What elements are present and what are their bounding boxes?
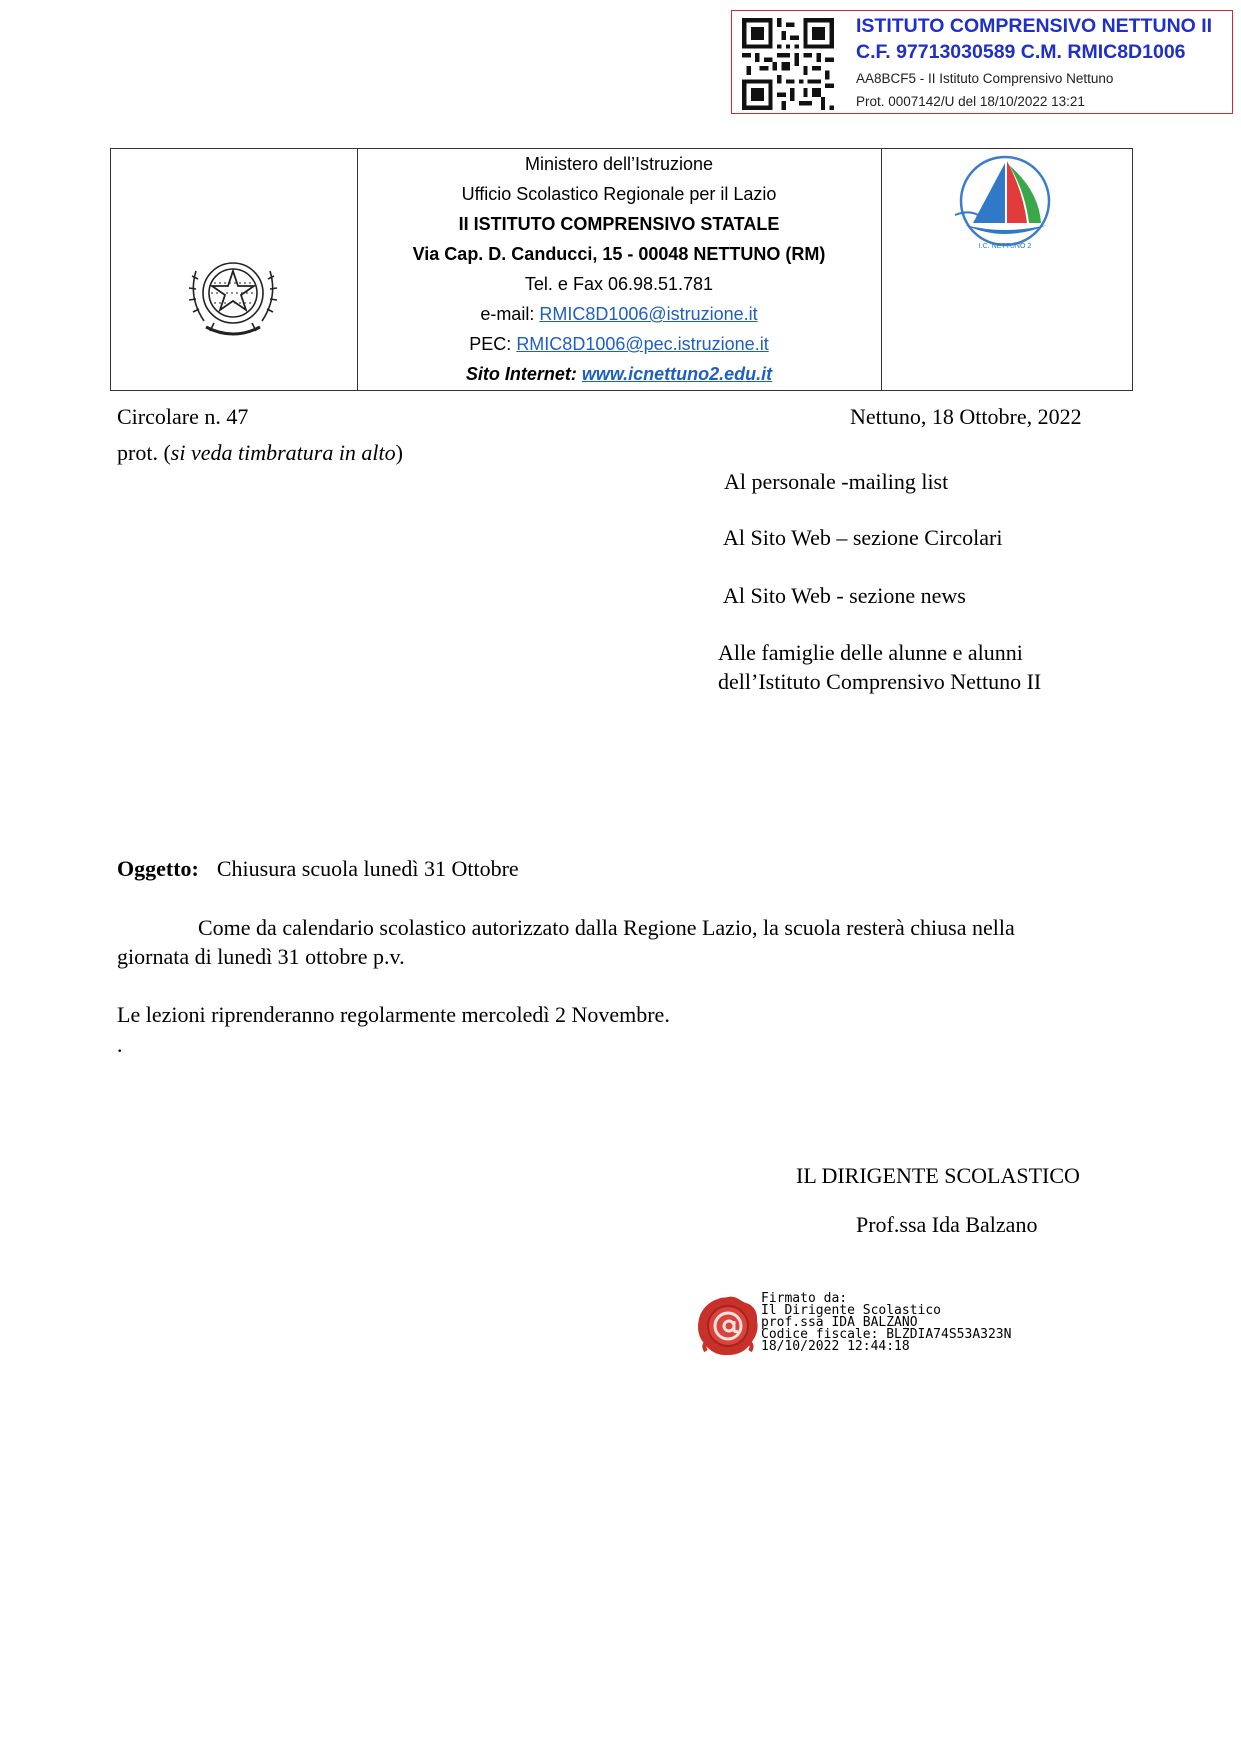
digital-signature-line: prof.ssa IDA BALZANO	[761, 1315, 918, 1330]
subject-label: Oggetto:	[117, 856, 199, 881]
digital-signature-seal-icon	[696, 1295, 760, 1357]
body-trailing-dot: .	[117, 1032, 123, 1057]
protocol-suffix: )	[395, 440, 403, 465]
ministry-name: Ministero dell’Istruzione	[524, 154, 714, 174]
pec-link[interactable]: RMIC8D1006@pec.istruzione.it	[516, 334, 769, 354]
circular-number: Circolare n. 47	[117, 404, 249, 429]
school-phone: Tel. e Fax 06.98.51.781	[524, 274, 714, 294]
digital-signature-line: Il Dirigente Scolastico	[761, 1303, 942, 1318]
qr-code-icon	[742, 18, 834, 110]
pec-label: PEC:	[469, 334, 517, 354]
digital-signature-line: 18/10/2022 12:44:18	[761, 1339, 910, 1354]
italian-republic-emblem-icon	[184, 249, 282, 341]
letterhead-table	[110, 148, 1133, 391]
stamp-aoo: AA8BCF5 - II Istituto Comprensivo Nettuno	[856, 71, 1114, 86]
email-line	[359, 299, 879, 329]
body-paragraph1-line2: giornata di lunedì 31 ottobre p.v.	[117, 944, 405, 969]
stamp-codes: C.F. 97713030589 C.M. RMIC8D1006	[856, 41, 1186, 63]
digital-signature-info	[761, 1293, 1011, 1353]
school-address: Via Cap. D. Canducci, 15 - 00048 NETTUNO (RM)	[412, 244, 826, 264]
digital-signature-line: Codice fiscale: BLZDIA74S53A323N	[761, 1327, 1012, 1342]
protocol-note: si veda timbratura in alto	[170, 440, 396, 465]
signature-name: Prof.ssa Ida Balzano	[856, 1212, 1038, 1237]
recipient-families-line1: Alle famiglie delle alunne e alunni	[718, 640, 1023, 665]
website-link[interactable]: www.icnettuno2.edu.it	[581, 364, 773, 384]
body-paragraph2: Le lezioni riprenderanno regolarmente mercoledì 2 Novembre.	[117, 1002, 670, 1027]
school-logo-icon	[951, 151, 1059, 259]
protocol-stamp	[731, 10, 1233, 114]
stamp-school-name: ISTITUTO COMPRENSIVO NETTUNO II	[856, 15, 1213, 37]
recipient-families-line2: dell’Istituto Comprensivo Nettuno II	[718, 669, 1042, 694]
email-label: e-mail:	[480, 304, 540, 324]
recipient-website-circulars: Al Sito Web – sezione Circolari	[723, 525, 1003, 550]
letterhead-text	[359, 149, 879, 389]
pec-line	[359, 329, 879, 359]
stamp-protocol-number: Prot. 0007142/U del 18/10/2022 13:21	[856, 94, 1085, 109]
website-line	[359, 359, 879, 389]
subject-line	[117, 856, 519, 882]
regional-office: Ufficio Scolastico Regionale per il Lazio	[461, 184, 777, 204]
place-and-date: Nettuno, 18 Ottobre, 2022	[850, 404, 1082, 429]
website-label: Sito Internet:	[465, 364, 582, 384]
digital-signature-line: Firmato da:	[761, 1291, 848, 1306]
logo-caption: I.C. NETTUNO 2	[978, 243, 1032, 250]
emblem-cell	[111, 149, 358, 390]
signature-title: IL DIRIGENTE SCOLASTICO	[796, 1163, 1080, 1188]
protocol-prefix: prot. (	[117, 440, 171, 465]
recipient-website-news: Al Sito Web - sezione news	[723, 583, 966, 608]
subject-text: Chiusura scuola lunedì 31 Ottobre	[216, 856, 519, 881]
email-link[interactable]: RMIC8D1006@istruzione.it	[539, 304, 758, 324]
protocol-line	[117, 440, 403, 466]
body-paragraph1-line1: Come da calendario scolastico autorizzato dalla Regione Lazio, la scuola resterà chiusa nella	[198, 915, 1015, 940]
logo-cell	[881, 149, 1134, 390]
recipient-staff: Al personale -mailing list	[724, 469, 949, 494]
school-name: II ISTITUTO COMPRENSIVO STATALE	[458, 214, 780, 234]
